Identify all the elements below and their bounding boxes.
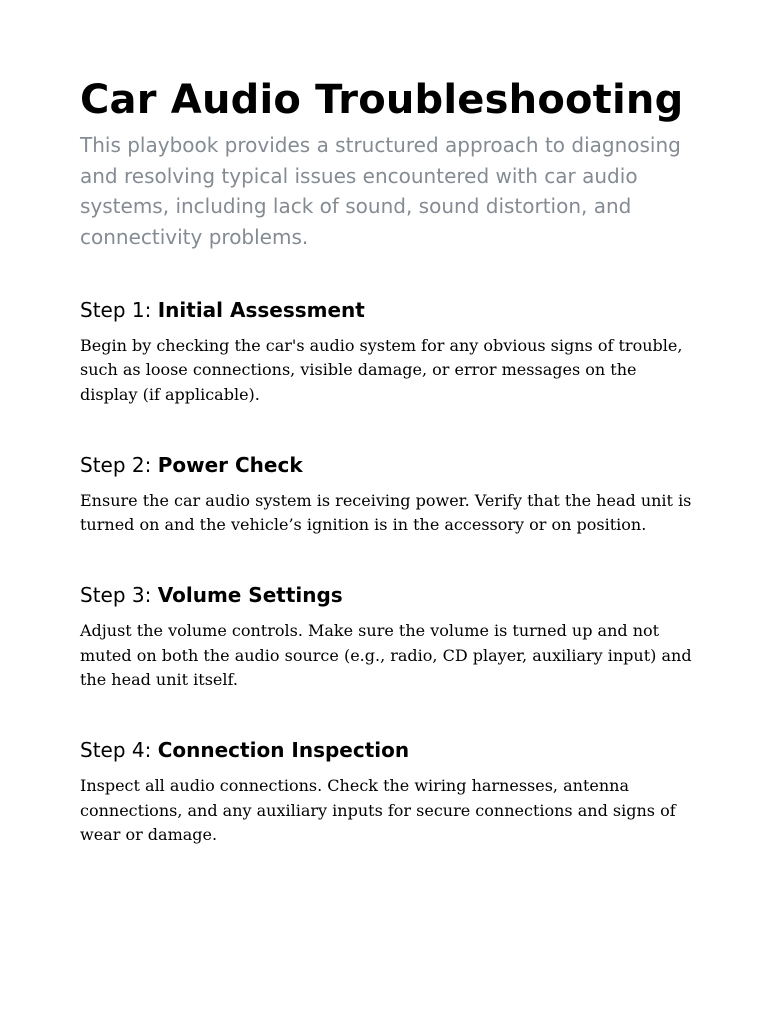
step-section-2: [80, 451, 692, 538]
intro-paragraph: This playbook provides a structured approach to diagnosing and resolving typical issues encountered with car audio systems, including lack of sound, sound distortion, and connectivity problems.: [80, 133, 681, 249]
step-name: Volume Settings: [157, 583, 343, 608]
step-body: Inspect all audio connections. Check the wiring harnesses, antenna connections, and any auxiliary inputs for secure connections and signs of wear or damage.: [80, 776, 676, 844]
step-heading: [80, 581, 688, 609]
step-heading: [80, 736, 688, 764]
step-heading: [80, 451, 688, 479]
step-prefix: Step 1:: [80, 298, 158, 322]
step-section-1: [80, 296, 688, 407]
step-body: Begin by checking the car's audio system for any obvious signs of trouble, such as loose connections, visible damage, or error messages on the display (if applicable).: [80, 336, 683, 404]
step-name: Connection Inspection: [157, 738, 410, 763]
step-heading: [80, 296, 688, 324]
step-name: Initial Assessment: [157, 298, 365, 322]
step-name: Power Check: [157, 452, 303, 477]
step-section-3: [80, 581, 692, 692]
step-prefix: Step 2:: [80, 452, 158, 477]
page-title: Car Audio Troubleshooting: [80, 77, 684, 123]
step-body: Adjust the volume controls. Make sure the volume is turned up and not muted on both the audio source (e.g., radio, CD player, auxiliary input) and the head unit itself.: [80, 621, 692, 690]
step-prefix: Step 3:: [80, 583, 158, 608]
step-prefix: Step 4:: [80, 738, 158, 763]
step-section-4: [80, 736, 688, 847]
step-body: Ensure the car audio system is receiving power. Verify that the head unit is turned on and the vehicle’s ignition is in the accessory or on position.: [80, 490, 692, 535]
